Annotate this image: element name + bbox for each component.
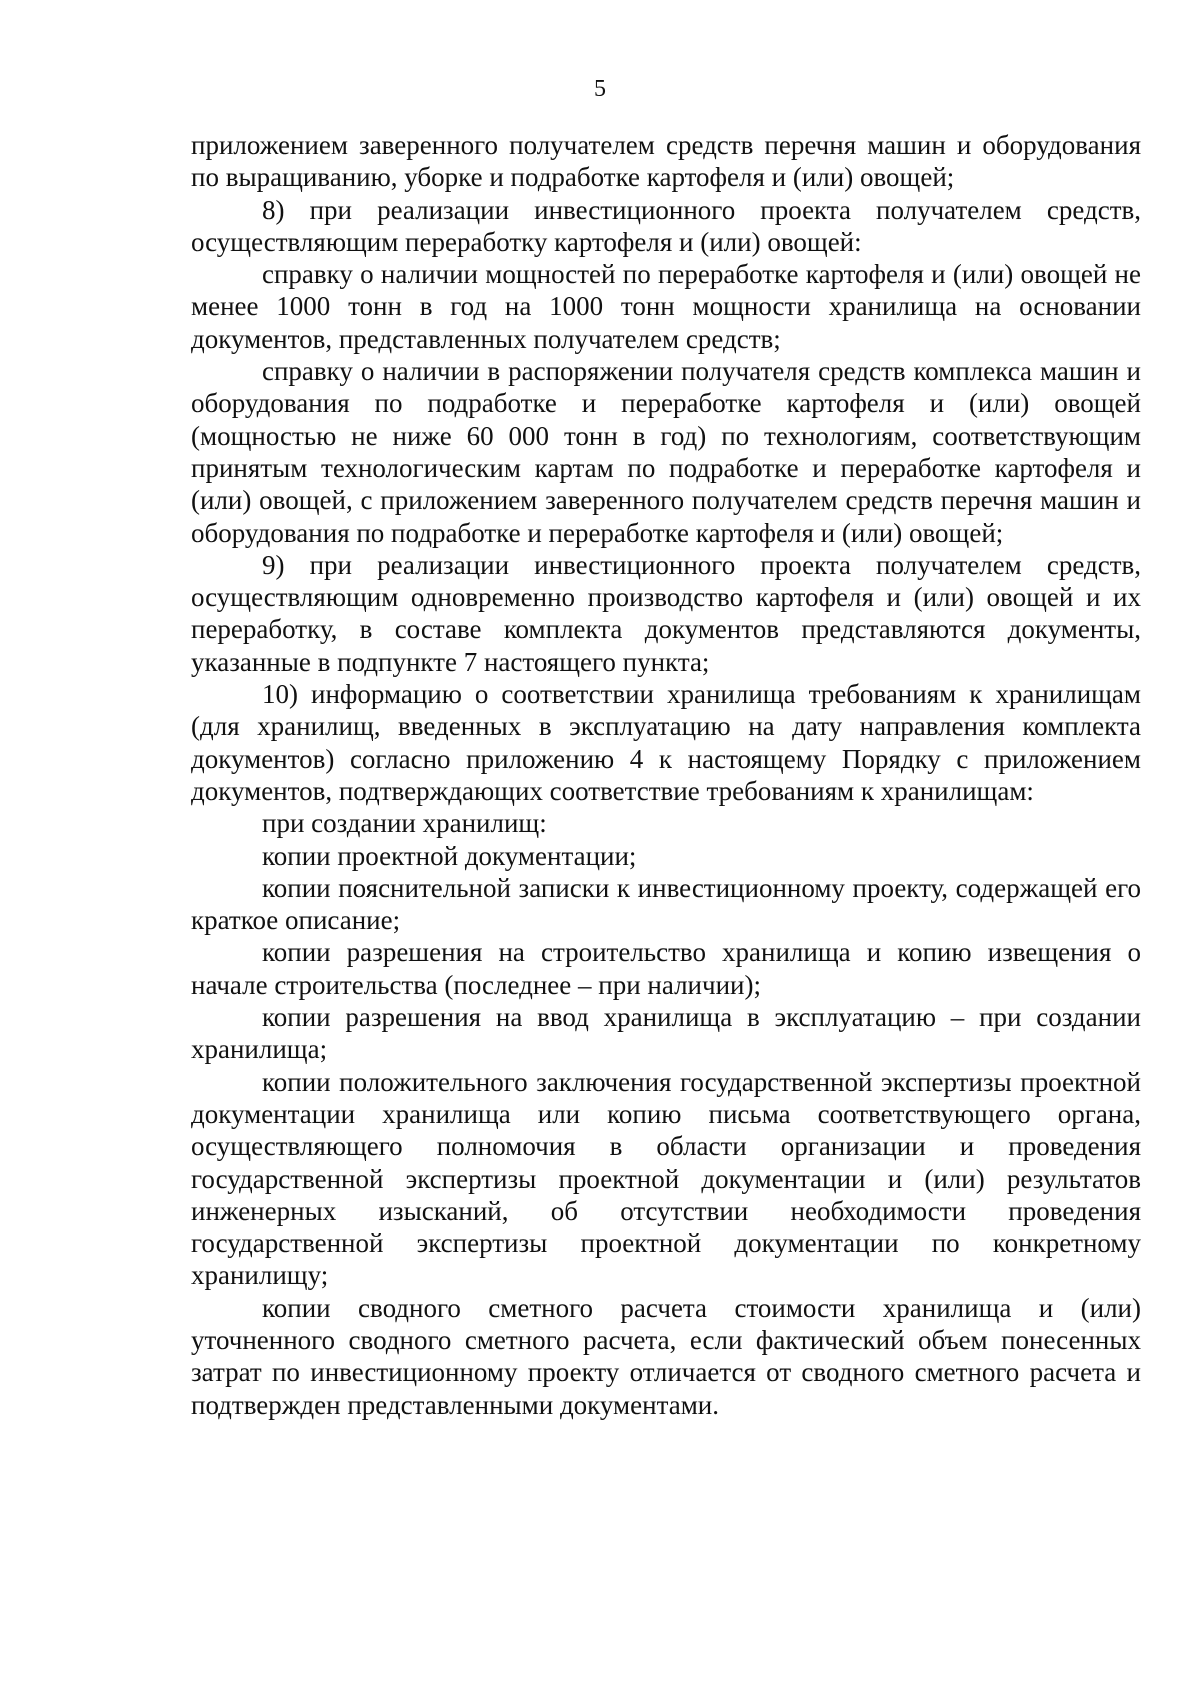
paragraph-item-9: 9) при реализации инвестиционного проекта получателем средств, осуществляющим одновременно производство картофеля и (или) овощей и их переработку, в составе комплекта документов представляются документы, указанные в подпункте 7 настоящего пункта; <box>191 549 1141 677</box>
paragraph-creation-heading: при создании хранилищ: <box>262 808 547 839</box>
paragraph-capacity-certificate: справку о наличии мощностей по переработке картофеля и (или) овощей не менее 1000 тонн в год на 1000 тонн мощности хранилища на основании документов, представленных получателем средств; <box>191 259 1141 354</box>
page-number: 5 <box>594 76 606 102</box>
paragraph-construction-permit: копии разрешения на строительство хранилища и копию извещения о начале строительства (последнее – при наличии); <box>191 937 1141 1000</box>
paragraph-project-docs: копии проектной документации; <box>262 840 637 871</box>
paragraph-continuation: приложением заверенного получателем средств перечня машин и оборудования по выращиванию, уборке и подработке картофеля и (или) овощей; <box>191 130 1141 193</box>
paragraph-explanatory-note: копии пояснительной записки к инвестиционному проекту, содержащей его краткое описание; <box>191 872 1141 936</box>
paragraph-expertise: копии положительного заключения государственной экспертизы проектной документации хранилища или копию письма соответствующего органа, осуществляющего полномочия в области организации и проведения государственной экспертизы проектной документации и (или) результатов инженерных изысканий, об отсутствии необходимости проведения государственной экспертизы проектной документации по конкретному хранилищу; <box>191 1066 1141 1291</box>
body-text <box>191 129 1141 1421</box>
paragraph-item-10: 10) информацию о соответствии хранилища требованиям к хранилищам (для хранилищ, введенных в эксплуатацию на дату направления комплекта документов) согласно приложению 4 к настоящему Порядку с приложением документов, подтверждающих соответствие требованиям к хранилищам: <box>191 679 1141 806</box>
paragraph-estimate: копии сводного сметного расчета стоимости хранилища и (или) уточненного сводного сметного расчета, если фактический объем понесенных затрат по инвестиционному проекту отличается от сводного сметного расчета и подтвержден представленными документами. <box>191 1292 1141 1420</box>
paragraph-equipment-certificate: справку о наличии в распоряжении получателя средств комплекса машин и оборудования по подработке и переработке картофеля и (или) овощей (мощностью не ниже 60 000 тонн в год) по технологиям, соответствующим принятым технологическим картам по подработке и переработке картофеля и (или) овощей, с приложением заверенного получателем средств перечня машин и оборудования по подработке и переработке картофеля и (или) овощей; <box>191 356 1141 548</box>
paragraph-commissioning-permit: копии разрешения на ввод хранилища в эксплуатацию – при создании хранилища; <box>191 1002 1141 1065</box>
paragraph-item-8: 8) при реализации инвестиционного проекта получателем средств, осуществляющим переработку картофеля и (или) овощей: <box>191 194 1141 257</box>
